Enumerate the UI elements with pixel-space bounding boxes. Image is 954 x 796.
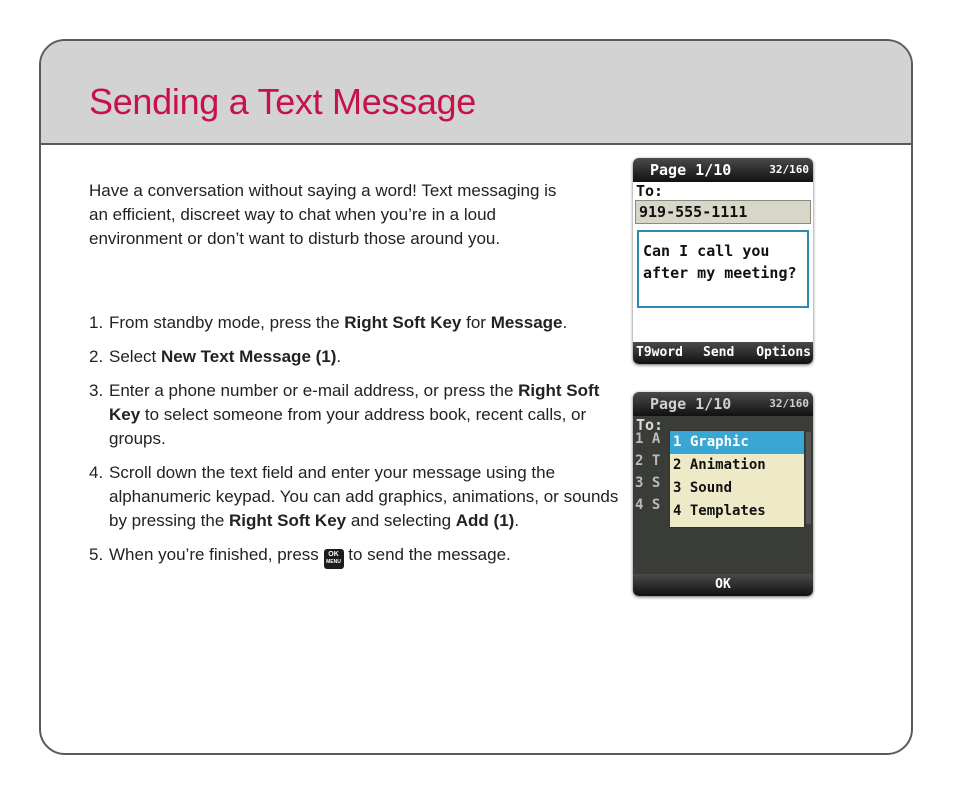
step-number: 4. (89, 463, 104, 482)
soft-key-bar (633, 574, 813, 596)
step-item (89, 543, 629, 569)
step-emphasis: Right Soft Key (229, 511, 347, 530)
step-item (89, 345, 629, 369)
soft-key-left[interactable]: T9word (636, 345, 683, 360)
status-bar (633, 392, 813, 416)
step-item (89, 461, 629, 533)
step-text: to select someone from your address book, recent calls, or groups. (109, 405, 587, 448)
message-line: after my meeting? (643, 264, 797, 282)
step-text: for (461, 313, 491, 332)
char-counter: 32/160 (769, 397, 809, 410)
recipient-field[interactable]: 919-555-1111 (635, 200, 811, 224)
step-emphasis: New Text Message (1) (160, 347, 337, 366)
menu-item[interactable]: 2 Animation (673, 457, 766, 473)
intro-paragraph: Have a conversation without saying a word! Text messaging is an efficient, discreet way to chat when you’re in a loud environment or don’t want to disturb those around you. (89, 181, 557, 248)
to-label: To: (636, 416, 664, 434)
step-text: Scroll down the text field and enter your message using the alphanumeric keypad. You can add graphics, animations, or sounds by pressing the (109, 463, 619, 530)
char-counter: 32/160 (769, 163, 809, 176)
step-item (89, 379, 629, 451)
background-row: 4 S (635, 497, 661, 513)
status-bar (633, 158, 813, 182)
step-text: Enter a phone number or e-mail address, or press the (109, 381, 519, 400)
background-rows (635, 428, 663, 516)
step-number: 1. (89, 313, 104, 332)
step-number: 3. (89, 381, 104, 400)
add-menu (669, 430, 805, 528)
step-emphasis: Right Soft Key (344, 313, 462, 332)
message-line: Can I call you (643, 242, 770, 260)
ok-menu-key-icon: OK MENU (324, 549, 344, 569)
step-text: . (514, 511, 520, 530)
phone-screen-add-menu (633, 392, 813, 596)
step-text: From standby mode, press the (109, 313, 345, 332)
page-indicator: Page 1/10 (650, 161, 732, 179)
soft-key-right[interactable]: Options (756, 345, 811, 360)
step-emphasis: Right Soft Key (109, 381, 600, 424)
menu-scrollbar[interactable] (806, 432, 811, 524)
background-row: 1 A (635, 431, 661, 447)
step-text: to send the message. (343, 545, 511, 564)
step-text: and selecting (346, 511, 456, 530)
message-field[interactable] (637, 230, 809, 308)
step-text: Select (109, 347, 161, 366)
steps-list (89, 311, 629, 579)
background-row: 3 S (635, 475, 661, 491)
step-text: . (562, 313, 568, 332)
page-title: Sending a Text Message (89, 81, 476, 122)
step-text: . (336, 347, 342, 366)
menu-item[interactable]: 4 Templates (673, 503, 766, 519)
card-header (41, 41, 911, 145)
step-emphasis: Add (1) (455, 511, 515, 530)
step-emphasis: Message (490, 313, 563, 332)
menu-item[interactable]: 3 Sound (673, 480, 733, 496)
menu-item[interactable]: 1 Graphic (670, 431, 804, 454)
to-label: To: (636, 182, 664, 200)
soft-key-center[interactable]: Send (703, 345, 735, 360)
step-item (89, 311, 629, 335)
soft-key-bar (633, 342, 813, 364)
step-number: 5. (89, 545, 104, 564)
phone-screen-compose (633, 158, 813, 364)
soft-key-ok[interactable]: OK (715, 577, 731, 592)
page-indicator: Page 1/10 (650, 395, 732, 413)
step-number: 2. (89, 347, 104, 366)
step-text: When you’re finished, press (109, 545, 324, 564)
background-row: 2 T (635, 453, 661, 469)
